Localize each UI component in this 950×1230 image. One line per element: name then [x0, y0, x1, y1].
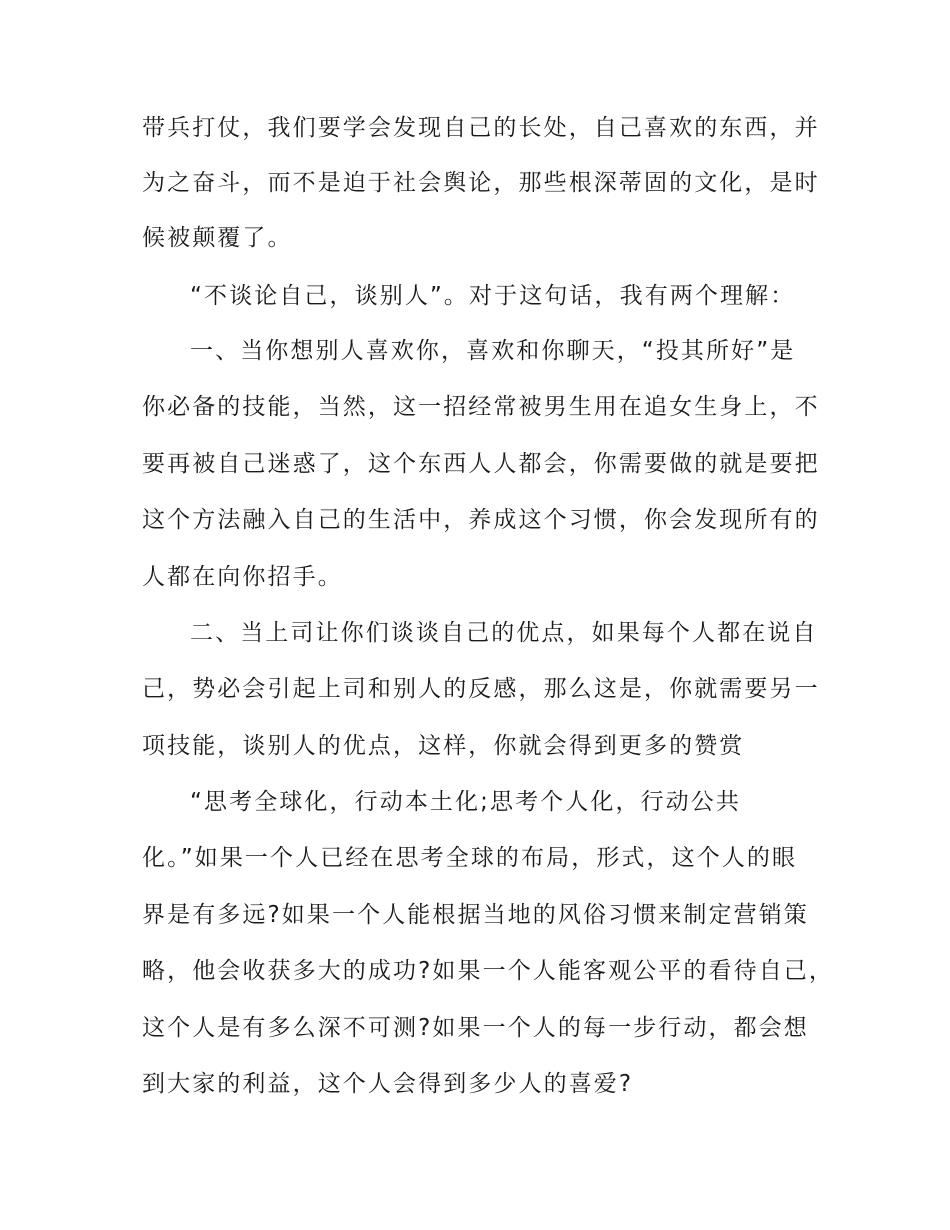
- text-line: “思考全球化，行动本土化;思考个人化，行动公共: [190, 789, 741, 815]
- text-line: 界是有多远?如果一个人能根据当地的风俗习惯来制定营销策: [142, 902, 809, 928]
- text-line: 化。”如果一个人已经在思考全球的布局，形式，这个人的眼: [142, 845, 798, 871]
- text-line: 项技能，谈别人的优点，这样，你就会得到更多的赞赏: [142, 733, 745, 759]
- text-line: “不谈论自己，谈别人”。对于这句话，我有两个理解：: [190, 283, 796, 309]
- text-line: 这个人是有多么深不可测?如果一个人的每一步行动，都会想: [142, 1015, 809, 1041]
- text-line: 为之奋斗，而不是迫于社会舆论，那些根深蒂固的文化，是时: [142, 170, 820, 196]
- text-line: 候被颠覆了。: [142, 225, 293, 251]
- text-line: 己，势必会引起上司和别人的反感，那么这是，你就需要另一: [142, 676, 820, 702]
- text-line: 到大家的利益，这个人会得到多少人的喜爱?: [142, 1071, 634, 1097]
- text-line: 要再被自己迷惑了，这个东西人人都会，你需要做的就是要把: [142, 451, 820, 477]
- text-line: 一、当你想别人喜欢你，喜欢和你聊天，“投其所好”是: [190, 338, 796, 364]
- text-line: 人都在向你招手。: [142, 564, 343, 590]
- text-line: 这个方法融入自己的生活中，养成这个习惯，你会发现所有的: [142, 507, 820, 533]
- text-line: 带兵打仗，我们要学会发现自己的长处，自己喜欢的东西，并: [142, 115, 820, 141]
- text-line: 二、当上司让你们谈谈自己的优点，如果每个人都在说自: [190, 620, 818, 646]
- text-line: 你必备的技能，当然，这一招经常被男生用在追女生身上，不: [142, 394, 820, 420]
- text-line: 略，他会收获多大的成功?如果一个人能客观公平的看待自己，: [142, 958, 835, 984]
